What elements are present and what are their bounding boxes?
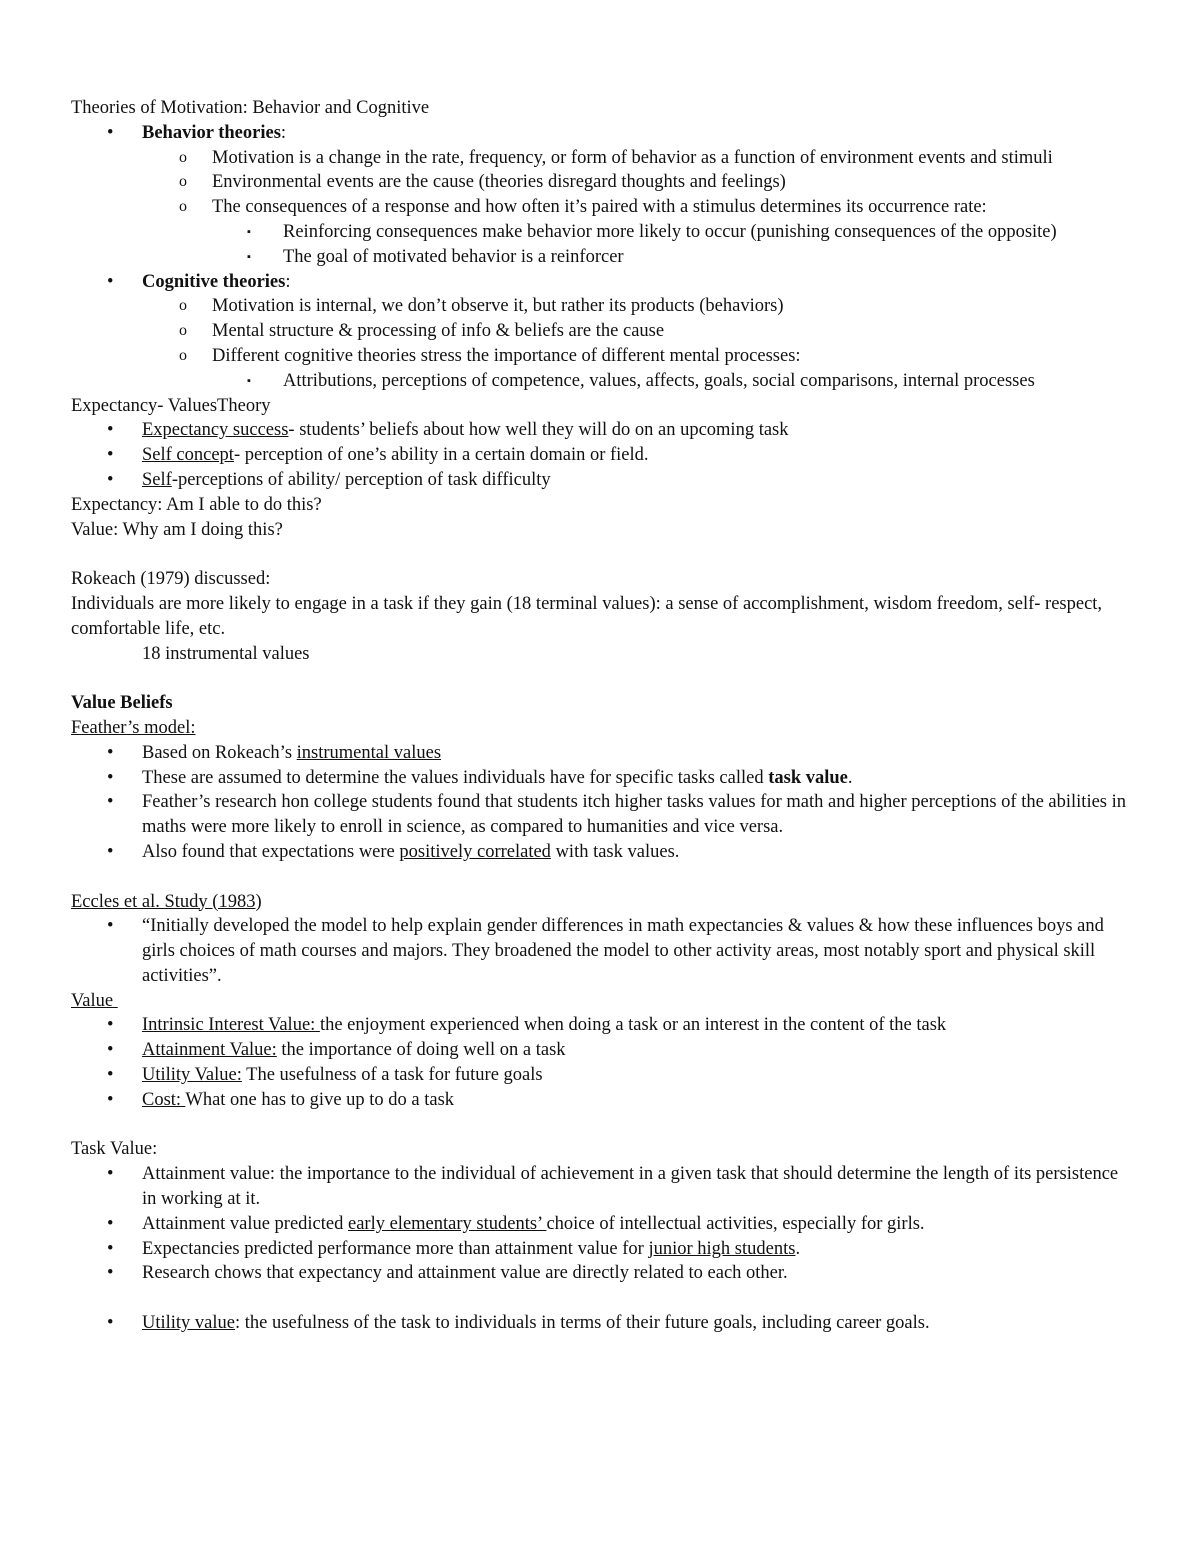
bullet-icon: • (107, 1238, 114, 1259)
list-item: o Environmental events are the cause (theories disregard thoughts and feelings) (71, 170, 1136, 195)
list-item: • Attainment Value: the importance of doing well on a task (71, 1038, 1136, 1063)
circle-bullet-icon: o (179, 322, 187, 340)
list-item: • Attainment value: the importance to the individual of achievement in a given task that should determine the length of its persistence in working at it. (107, 1164, 1119, 1210)
bullet-icon: • (107, 742, 114, 763)
bullet-icon: • (107, 767, 114, 788)
text-line: Expectancy: Am I able to do this? (71, 494, 322, 515)
bullet-icon: • (107, 1065, 114, 1086)
bullet-icon: • (107, 445, 114, 466)
text-line: Rokeach (1979) discussed: (71, 569, 271, 590)
bullet-icon: • (107, 1040, 114, 1061)
list-item: • Expectancy success- students’ beliefs about how well they will do on an upcoming task (71, 418, 1136, 443)
list-item: • “Initially developed the model to help explain gender differences in math expectancies & values & how these influences boys and girls choices of math courses and majors. They broadened the model to other activity areas, most notably sport and physical skill activities”. (107, 916, 1104, 986)
bullet-icon: • (107, 1263, 114, 1284)
square-bullet-icon: ▪ (247, 225, 251, 238)
bullet-icon: • (107, 916, 114, 937)
bullet-icon: • (107, 469, 114, 490)
circle-bullet-icon: o (179, 173, 187, 191)
list-item: o The consequences of a response and how often it’s paired with a stimulus determines its occurrence rate: (71, 195, 1136, 220)
list-item: o Motivation is a change in the rate, frequency, or form of behavior as a function of environment events and stimuli (71, 146, 1136, 171)
square-bullet-icon: ▪ (247, 250, 251, 263)
list-item: • These are assumed to determine the values individuals have for specific tasks called task value. (71, 766, 1136, 791)
list-item: • Utility Value: The usefulness of a task for future goals (71, 1063, 1136, 1088)
list-item: • Behavior theories: (71, 121, 1136, 146)
list-item: o Mental structure & processing of info & beliefs are the cause (71, 319, 1136, 344)
list-item: • Feather’s research hon college students found that students itch higher tasks values for math and higher perceptions of the abilities in maths were more likely to enroll in science, as compared to humanities and vice versa. (107, 792, 1127, 838)
list-item: ▪ The goal of motivated behavior is a reinforcer (71, 245, 1136, 270)
section-heading: Task Value: (71, 1139, 158, 1160)
section-heading: Value Beliefs (71, 693, 173, 714)
text-line: Value: Why am I doing this? (71, 519, 283, 540)
bullet-icon: • (107, 271, 114, 292)
list-item: • Intrinsic Interest Value: the enjoyment experienced when doing a task or an interest in the content of the task (71, 1013, 1136, 1038)
bullet-icon: • (107, 122, 114, 143)
list-item: • Self concept- perception of one’s ability in a certain domain or field. (71, 443, 1136, 468)
list-item: • Attainment value predicted early elementary students’ choice of intellectual activities, especially for girls. (71, 1212, 1136, 1237)
paragraph: Individuals are more likely to engage in a task if they gain (18 terminal values): a sense of accomplishment, wisdom freedom, self- respect, comfortable life, etc. (71, 593, 1103, 639)
list-item: ▪ Attributions, perceptions of competence, values, affects, goals, social comparisons, internal processes (71, 369, 1136, 394)
list-item: • Cognitive theories: (71, 270, 1136, 295)
bullet-icon: • (107, 1015, 114, 1036)
bullet-icon: • (107, 1213, 114, 1234)
subheading: Value (71, 990, 118, 1011)
square-bullet-icon: ▪ (247, 374, 251, 387)
bullet-icon: • (107, 792, 114, 813)
circle-bullet-icon: o (179, 297, 187, 315)
subheading: Eccles et al. Study (1983) (71, 891, 262, 912)
document-page (71, 96, 1136, 1336)
list-item: • Based on Rokeach’s instrumental values (71, 741, 1136, 766)
circle-bullet-icon: o (179, 148, 187, 166)
circle-bullet-icon: o (179, 198, 187, 216)
section-heading: Behavior theories (142, 122, 281, 143)
list-item: o Different cognitive theories stress the importance of different mental processes: (71, 344, 1136, 369)
bullet-icon: • (107, 841, 114, 862)
section-heading: Expectancy- ValuesTheory (71, 395, 271, 416)
subheading: Feather’s model: (71, 717, 196, 738)
bullet-icon: • (107, 420, 114, 441)
page-title: Theories of Motivation: Behavior and Cognitive (71, 98, 430, 118)
bullet-icon: • (107, 1313, 114, 1334)
list-item: • Utility value: the usefulness of the task to individuals in terms of their future goals, including career goals. (71, 1311, 1136, 1336)
section-heading: Cognitive theories (142, 271, 286, 292)
list-item: ▪ Reinforcing consequences make behavior more likely to occur (punishing consequences of the opposite) (71, 220, 1136, 245)
bullet-icon: • (107, 1164, 114, 1185)
list-item: • Research chows that expectancy and attainment value are directly related to each other. (71, 1261, 1136, 1286)
circle-bullet-icon: o (179, 346, 187, 364)
bullet-icon: • (107, 1089, 114, 1110)
list-item: • Also found that expectations were positively correlated with task values. (71, 840, 1136, 865)
list-item: o Motivation is internal, we don’t observe it, but rather its products (behaviors) (71, 294, 1136, 319)
text-line: 18 instrumental values (142, 643, 310, 664)
list-item: • Self-perceptions of ability/ perception of task difficulty (71, 468, 1136, 493)
list-item: • Cost: What one has to give up to do a task (71, 1088, 1136, 1113)
list-item: • Expectancies predicted performance more than attainment value for junior high students. (71, 1237, 1136, 1262)
